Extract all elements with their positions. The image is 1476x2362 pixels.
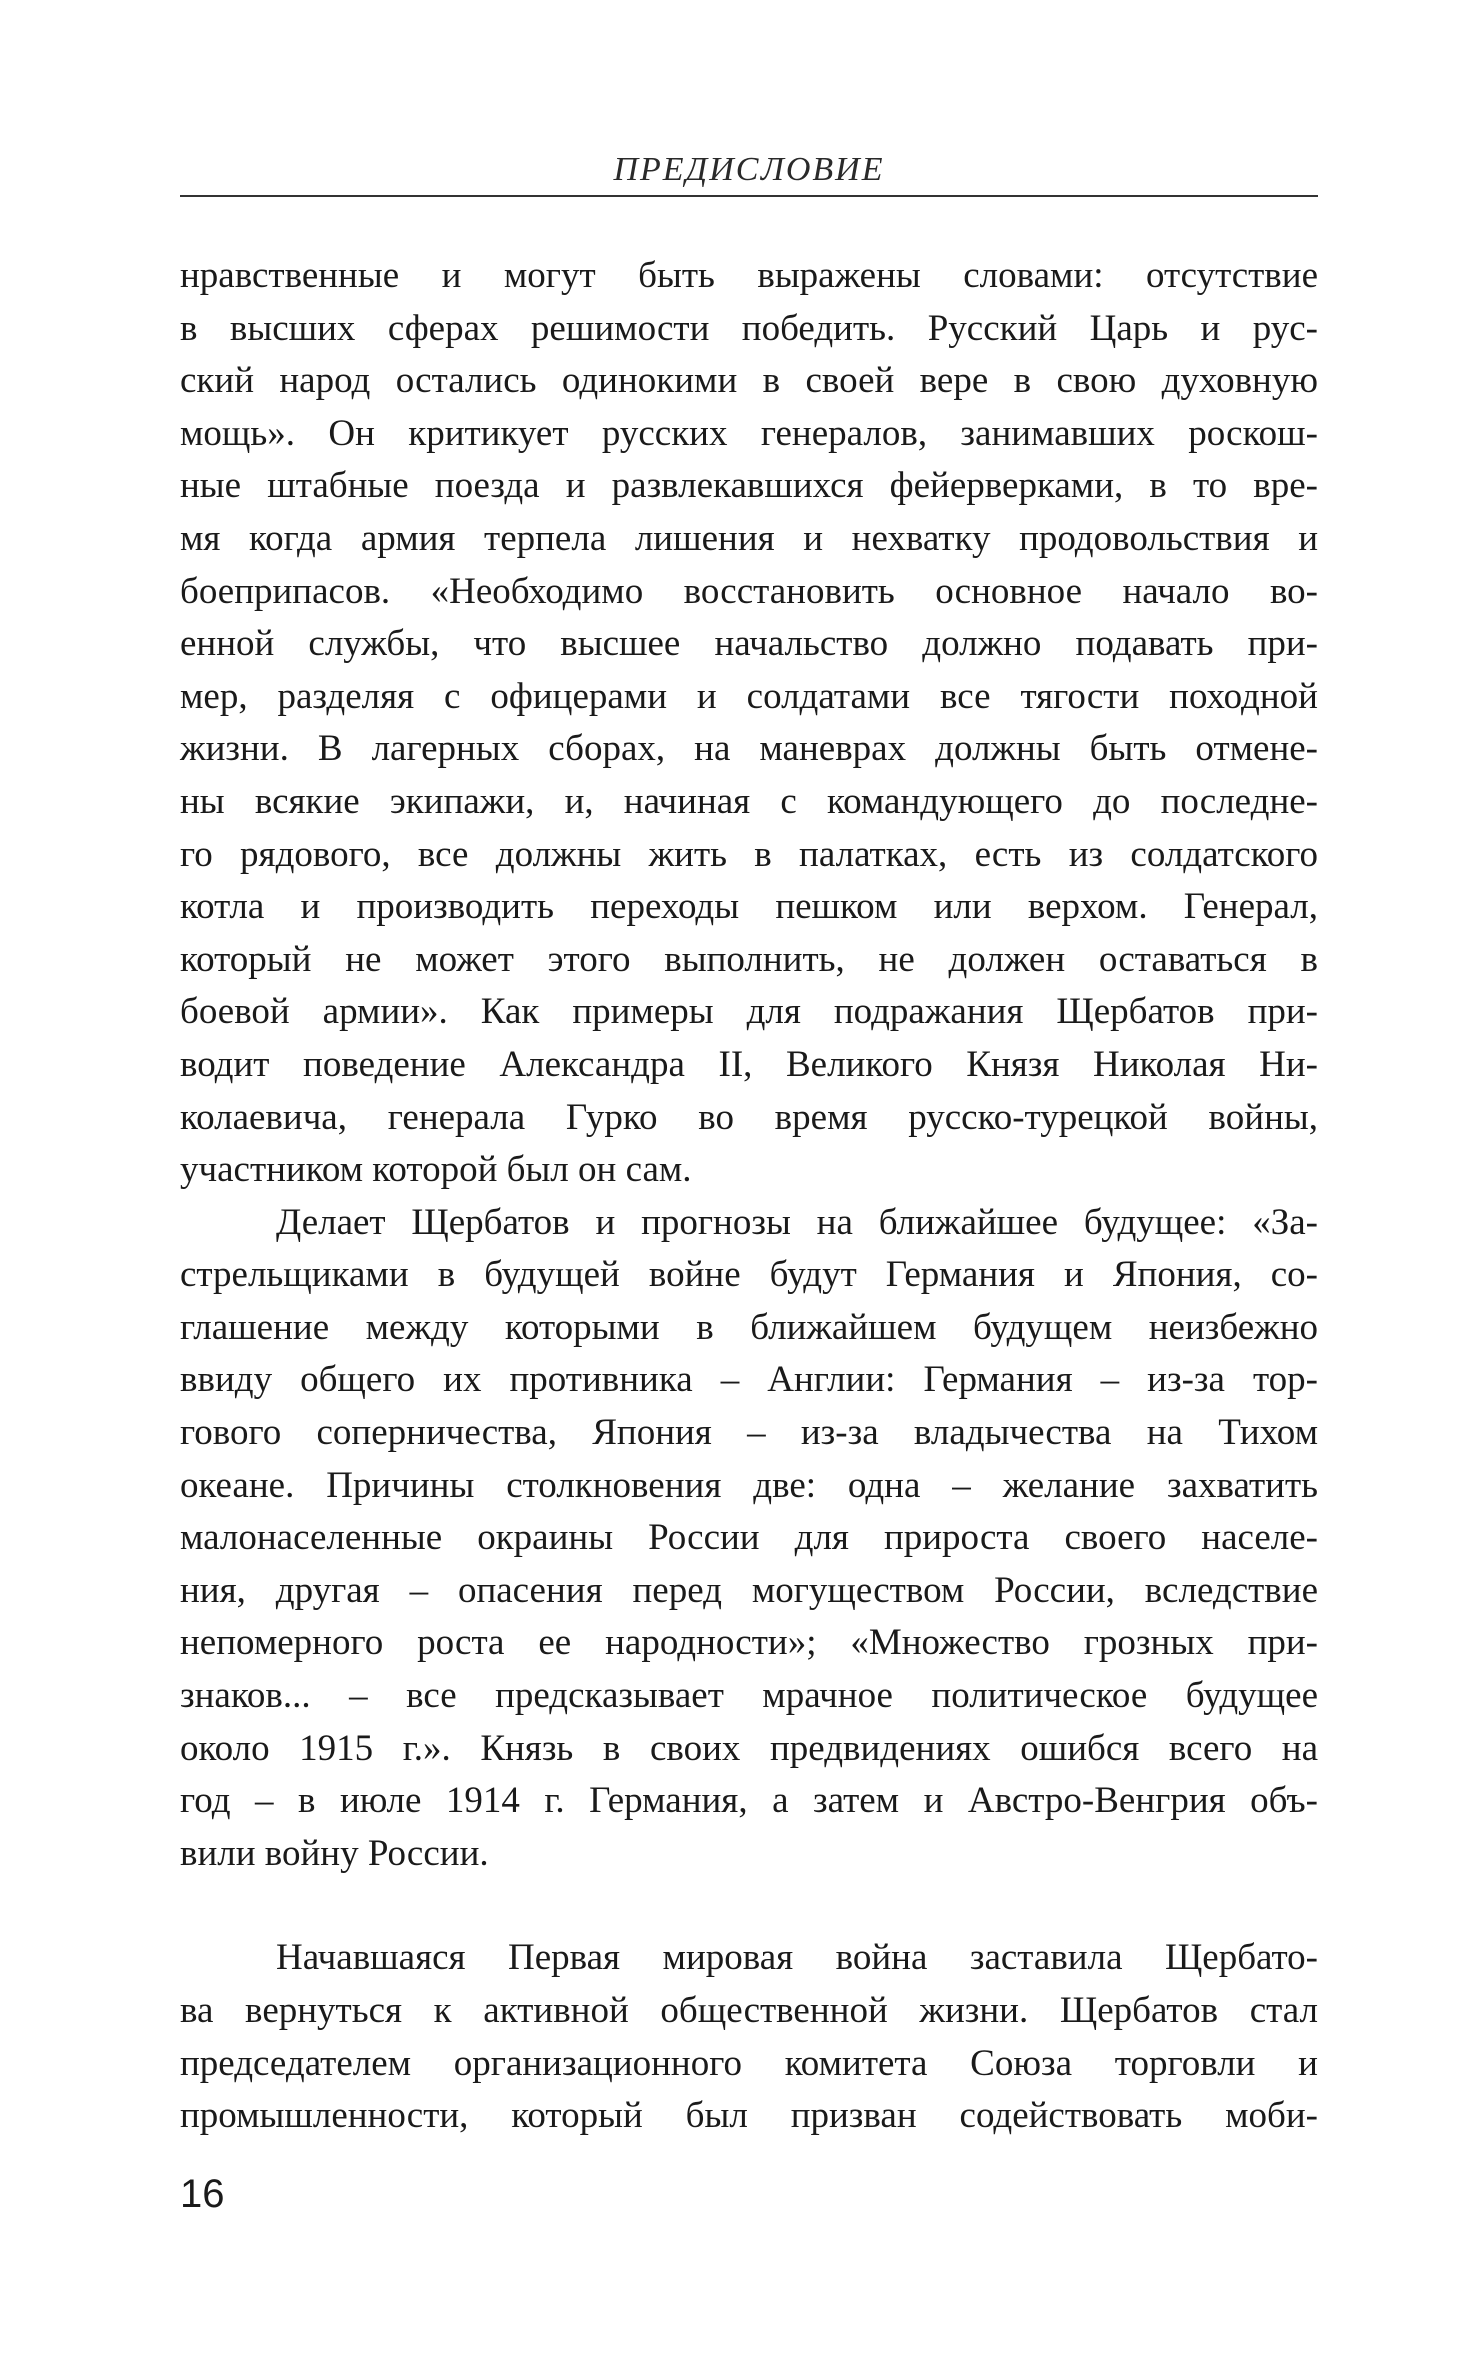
text-line: водит поведение Александра II, Великого Князя Николая Ни- [180,1043,1318,1085]
text-line: боеприпасов. «Необходимо восстановить основное начало во- [180,570,1318,612]
text-line: председателем организационного комитета Союза торговли и [180,2042,1318,2084]
text-line: боевой армии». Как примеры для подражания Щербатов при- [180,991,1318,1033]
paragraph-2 [180,1197,1318,1881]
text-line: вили войну России. [180,1832,489,1874]
header-rule [180,195,1318,197]
text-line: малонаселенные окраины России для прироста своего населе- [180,1517,1318,1559]
section-gap [180,1880,1318,1932]
text-line: ввиду общего их противника – Англии: Германия – из-за тор- [180,1359,1318,1401]
text-line: мер, разделяя с офицерами и солдатами все тягости походной [180,675,1318,717]
text-line: мощь». Он критикует русских генералов, занимавших роскош- [180,412,1318,454]
text-line: около 1915 г.». Князь в своих предвидениях ошибся всего на [180,1727,1318,1769]
text-line: ны всякие экипажи, и, начиная с командующего до последне- [180,780,1318,822]
paragraph-1 [180,250,1318,1197]
text-line: глашение между которыми в ближайшем будущем неизбежно [180,1306,1318,1348]
text-line: океане. Причины столкновения две: одна – желание захватить [180,1464,1318,1506]
text-line: промышленности, который был призван содействовать моби- [180,2095,1318,2137]
text-line: го рядового, все должны жить в палатках, есть из солдатского [180,833,1318,875]
running-header-title: ПРЕДИСЛОВИЕ [613,151,885,188]
text-line: нравственные и могут быть выражены словами: отсутствие [180,255,1318,296]
text-line: участником которой был он сам. [180,1149,692,1191]
text-line: ский народ остались одинокими в своей вере в свою духовную [180,360,1318,402]
paragraph-3 [180,1932,1318,2142]
text-line: непомерного роста ее народности»; «Множество грозных при- [180,1622,1318,1664]
text-line: ные штабные поезда и развлекавшихся фейерверками, в то вре- [180,465,1318,507]
text-line: Начавшаяся Первая мировая война заставила Щербато- [276,1937,1318,1979]
text-line: колаевича, генерала Гурко во время русско-турецкой войны, [180,1096,1318,1138]
text-line: мя когда армия терпела лишения и нехватку продовольствия и [180,517,1318,559]
text-line: который не может этого выполнить, не должен оставаться в [180,938,1318,980]
page-number: 16 [180,2172,225,2216]
text-line: котла и производить переходы пешком или верхом. Генерал, [180,886,1318,928]
text-line: жизни. В лагерных сборах, на маневрах должны быть отмене- [180,728,1318,770]
text-line: гового соперничества, Япония – из-за владычества на Тихом [180,1412,1318,1454]
text-line: Делает Щербатов и прогнозы на ближайшее будущее: «За- [276,1201,1318,1243]
body-text [180,250,1318,2143]
text-line: в высших сферах решимости победить. Русский Царь и рус- [180,307,1318,349]
text-line: ва вернуться к активной общественной жизни. Щербатов стал [180,1990,1318,2031]
text-line: год – в июле 1914 г. Германия, а затем и Австро-Венгрия объ- [180,1780,1318,1822]
text-line: знаков... – все предсказывает мрачное политическое будущее [180,1675,1318,1717]
text-line: енной службы, что высшее начальство должно подавать при- [180,623,1318,665]
text-line: ния, другая – опасения перед могуществом России, вследствие [180,1569,1318,1611]
text-line: стрельщиками в будущей войне будут Германия и Япония, со- [180,1254,1318,1296]
